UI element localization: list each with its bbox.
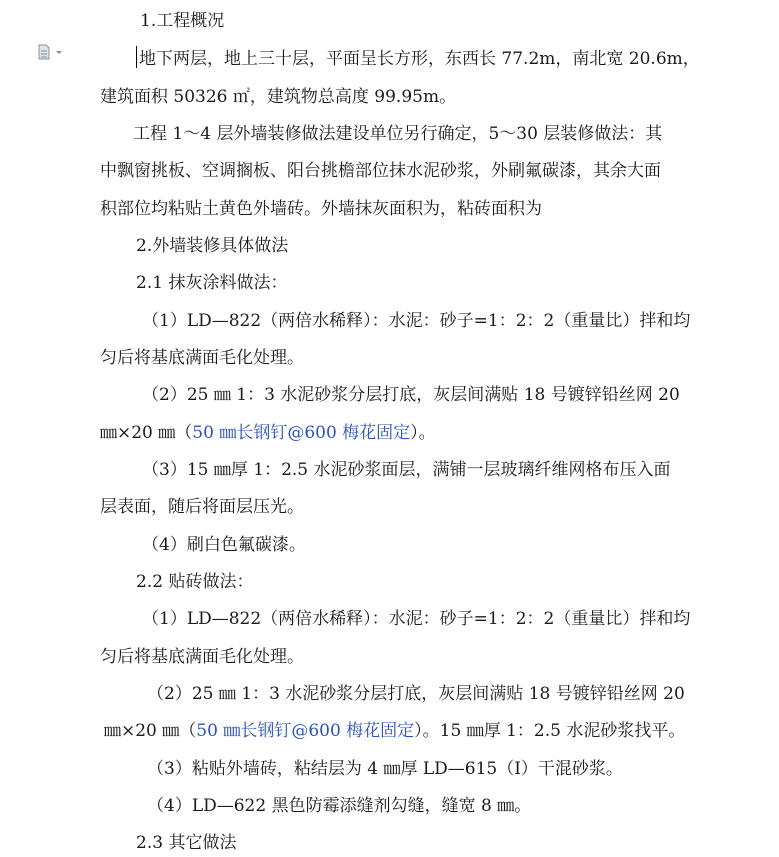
overview-paragraph-line: 地下两层，地上三十层，平面呈长方形，东西长 77.2m，南北宽 20.6m， <box>139 49 700 69</box>
tile-item-2-line <box>104 721 685 741</box>
facade-paragraph-line: 工程 1～4 层外墙装修做法建设单位另行确定，5～30 层装修做法：其 <box>133 124 663 144</box>
facade-paragraph-line: 中飘窗挑板、空调搁板、阳台挑檐部位抹水泥砂浆，外刷氟碳漆，其余大面 <box>100 161 661 181</box>
tile-item-2-text: ㎜×20 ㎜（ <box>104 721 197 741</box>
plaster-item-2-text: ㎜×20 ㎜（ <box>100 423 193 443</box>
section-1-heading: 1.工程概况 <box>140 11 225 31</box>
nail-spec-highlight: 50 ㎜长钢钉@600 梅花固定 <box>196 721 415 741</box>
document-icon[interactable] <box>38 44 64 60</box>
tile-item-3-line: （3）粘贴外墙砖，粘结层为 4 ㎜厚 LD—615（I）干混砂浆。 <box>147 759 623 779</box>
tile-item-2-line: （2）25 ㎜ 1：3 水泥砂浆分层打底，灰层间满贴 18 号镀锌铅丝网 20 <box>147 684 685 704</box>
section-2-2-heading: 2.2 贴砖做法： <box>136 572 254 592</box>
nail-spec-highlight: 50 ㎜长钢钉@600 梅花固定 <box>192 423 411 443</box>
section-2-heading: 2.外墙装修具体做法 <box>136 236 289 256</box>
plaster-item-2-text-end: ）。 <box>410 423 436 443</box>
tile-item-4-line: （4）LD—622 黑色防霉添缝剂勾缝，缝宽 8 ㎜。 <box>147 796 532 816</box>
plaster-item-1-line: 匀后将基底满面毛化处理。 <box>100 348 304 368</box>
plaster-item-4-line: （4）刷白色氟碳漆。 <box>142 535 306 555</box>
text-cursor <box>136 46 137 68</box>
plaster-item-1-line: （1）LD—822（两倍水稀释）：水泥：砂子=1：2：2（重量比）拌和均 <box>142 311 691 331</box>
tile-item-2-text-end: ）。15 ㎜厚 1：2.5 水泥砂浆找平。 <box>414 721 686 741</box>
plaster-item-2-line: （2）25 ㎜ 1：3 水泥砂浆分层打底，灰层间满贴 18 号镀锌铅丝网 20 <box>142 385 680 405</box>
chevron-down-icon <box>56 51 62 54</box>
plaster-item-3-line: （3）15 ㎜厚 1：2.5 水泥砂浆面层，满铺一层玻璃纤维网格布压入面 <box>142 460 671 480</box>
plaster-item-2-line <box>100 423 436 443</box>
overview-paragraph-line: 建筑面积 50326 ㎡，建筑物总高度 99.95m。 <box>100 87 457 107</box>
section-2-3-heading: 2.3 其它做法 <box>136 833 237 853</box>
plaster-item-3-line: 层表面，随后将面层压光。 <box>100 497 304 517</box>
tile-item-1-line: （1）LD—822（两倍水稀释）：水泥：砂子=1：2：2（重量比）拌和均 <box>142 609 691 629</box>
tile-item-1-line: 匀后将基底满面毛化处理。 <box>100 647 304 667</box>
facade-paragraph-line: 积部位均粘贴土黄色外墙砖。外墙抹灰面积为，粘砖面积为 <box>100 199 542 219</box>
section-2-1-heading: 2.1 抹灰涂料做法： <box>136 273 288 293</box>
